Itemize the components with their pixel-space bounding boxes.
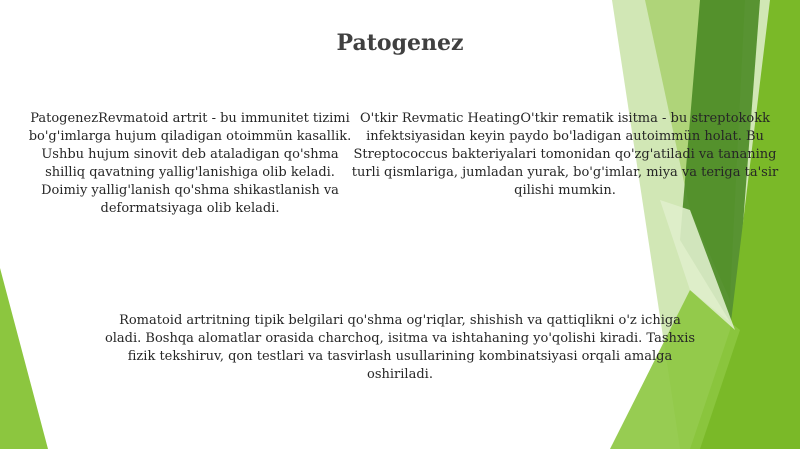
symptoms-diagnosis-text: Romatoid artritning tipik belgilari qo'shma og'riqlar, shishish va qattiqlikni o'z ichiga oladi. Boshqa alomatlar orasida charchoq, isitma va ishtahaning yo'qolishi kiradi. Tashxis fizik tekshiruv, qon testlari va tasvirlash usullarining kombinatsiyasi orqali amalga oshiriladi. <box>104 313 696 382</box>
left-corner-shape <box>0 268 48 449</box>
rheumatic-fever-text: O'tkir Revmatic HeatingO'tkir rematik isitma - bu streptokokk infektsiyasidan keyin paydo bo'ladigan autoimmün holat. Bu Streptococcus bakteriyalari tomonidan qo'zg'atiladi va tananing turli qismlariga, jumladan yurak, bo'g'imlar, miya va teriga ta'sir qilishi mumkin. <box>351 111 779 198</box>
pathogenesis-text: PatogenezRevmatoid artrit - bu immunitet tizimi bo'g'imlarga hujum qiladigan otoimmün kasallik. Ushbu hujum sinovit deb ataladigan qo'shma shilliq qavatning yallig'lanishiga olib keladi. Doimiy yallig'lanish qo'shma shikastlanish va deformatsiyaga olib keladi. <box>28 111 352 216</box>
slide-title: Patogenez <box>336 30 464 56</box>
